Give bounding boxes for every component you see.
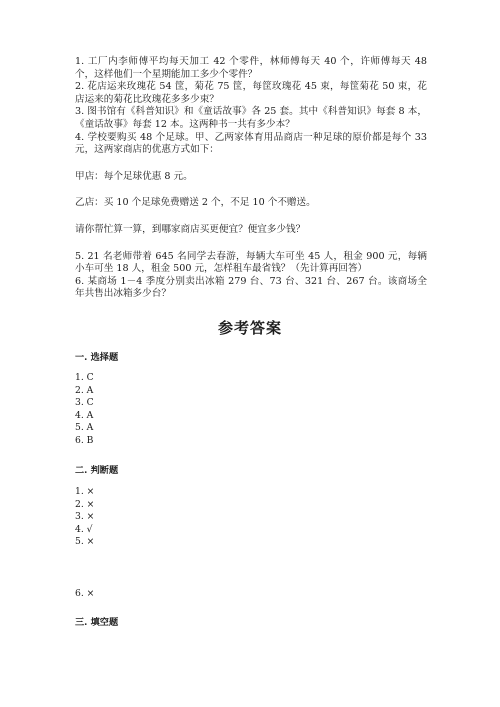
list-item: 2. ×: [75, 498, 95, 510]
problem-5: 5. 21 名老师带着 645 名同学去春游，每辆大车可坐 45 人，租金 900 元，每辆小车可坐 18 人，租金 500 元，怎样租车最省钱？（先计算再回答）: [75, 250, 427, 275]
problem-1: 1. 工厂内李师傅平均每天加工 42 个零件，林师傅每天 40 个，许师傅每天 48 个，这样他们一个星期能加工多少个零件？: [75, 56, 427, 80]
choice-section-title: 一. 选择题: [75, 352, 119, 363]
problem-2: 2. 花店运来玫瑰花 54 筐，菊花 75 筐，每筐玫瑰花 45 束，每筐菊花 50 束，花店运来的菊花比玫瑰花多多少束？: [75, 81, 427, 105]
problem-4-store-b: 乙店：买 10 个足球免费赠送 2 个，不足 10 个不赠送。: [75, 197, 316, 209]
list-item: 4. √: [75, 523, 93, 535]
problem-4-store-a: 甲店：每个足球优惠 8 元。: [75, 170, 193, 182]
list-item: 4. A: [75, 409, 94, 421]
list-item: 6. ×: [75, 588, 95, 599]
fill-section-title: 三. 填空题: [75, 617, 119, 628]
problem-4: 4. 学校要购买 48 个足球。甲、乙两家体育用品商店一种足球的原价都是每个 33 元，这两家商店的优惠方式如下：: [75, 131, 427, 156]
judge-answer-list: [75, 486, 94, 549]
problem-4-question: 请你帮忙算一算，到哪家商店买更便宜？便宜多少钱？: [75, 223, 306, 235]
problem-6: 6. 某商场 1－4 季度分别卖出冰箱 279 台、73 台、321 台、267 台。该商场全年共售出冰箱多少台？: [75, 275, 427, 300]
list-item: 1. ×: [75, 486, 95, 497]
list-item: 3. ×: [75, 511, 95, 523]
list-item: 1. C: [75, 372, 94, 383]
list-item: 2. A: [75, 384, 94, 396]
list-item: 3. C: [75, 397, 94, 409]
judge-section-title: 二. 判断题: [75, 465, 119, 476]
judge-answer-list-continued: [75, 588, 94, 601]
choice-answer-list: [75, 372, 94, 448]
list-item: 6. B: [75, 434, 94, 446]
list-item: 5. A: [75, 422, 94, 434]
list-item: 5. ×: [75, 536, 95, 548]
problem-3: 3. 图书馆有《科普知识》和《童话故事》各 25 套。其中《科普知识》每套 8 本，《童话故事》每套 12 本。这两种书一共有多少本？: [75, 106, 427, 130]
word-problems: [75, 56, 427, 301]
answers-title: 参考答案: [217, 319, 282, 337]
